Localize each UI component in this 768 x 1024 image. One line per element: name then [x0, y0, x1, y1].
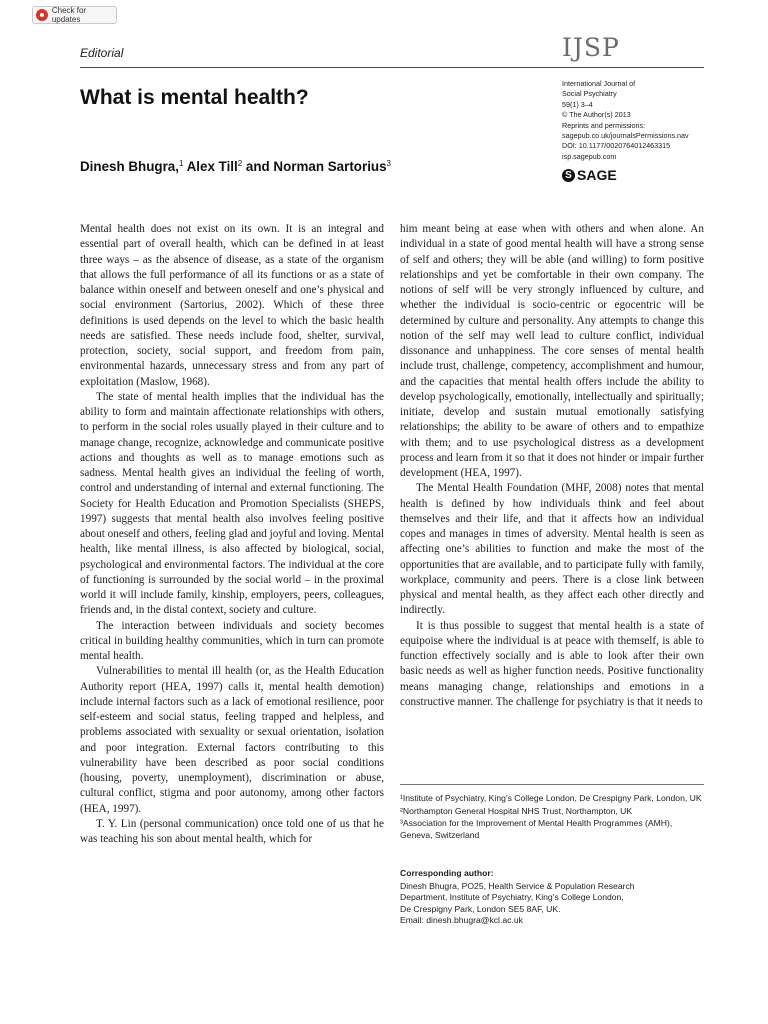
author-affiliation-ref: 1 [178, 159, 184, 168]
journal-info-line: Social Psychiatry [562, 89, 617, 99]
author-affiliation-ref: 3 [386, 159, 391, 168]
badge-label: Check for updates [51, 6, 87, 24]
corresponding-line: Dinesh Bhugra, PO25, Health Service & Population Research [400, 880, 635, 891]
author-name: Alex Till [183, 159, 238, 174]
author-name: and Norman Sartorius [242, 159, 387, 174]
journal-info [562, 79, 722, 162]
journal-info-line: © The Author(s) 2013 [562, 110, 631, 120]
corresponding-line: Department, Institute of Psychiatry, King’s College London, [400, 892, 624, 903]
affiliations [400, 793, 704, 842]
journal-logo: IJSP [562, 33, 620, 62]
corresponding-author [400, 868, 704, 927]
check-for-updates-badge[interactable] [32, 6, 117, 24]
author-affiliation-ref: 2 [237, 159, 243, 168]
body-column-left [80, 222, 384, 938]
body-paragraph: It is thus possible to suggest that mental health is a state of equipoise where the individual is at peace with themself, is able to function effectively socially and is able to look after their own basic needs as well as higher function needs. Positive functionality means managing change, relationships and emotions in a constructive manner. The challenge for psychiatry is that it needs to [400, 619, 704, 708]
body-paragraph: Vulnerabilities to mental ill health (or, as the Health Education Authority report (HEA, 1997) calls it, mental health demotion) include internal factors such as a lack of emotional resilience, poor self-esteem and social status, feeling trapped and helpless, and problems associated with sexuality or sexual orientation, isolation and poor integration. External factors contributing to this vulnerability have been described as poor social conditions (housing, poverty, unemployment), discrimination or abuse, cultural conflict, stigma and poor autonomy, among other factors (HEA, 1997). [80, 665, 384, 815]
publisher-logo [562, 167, 617, 183]
author-name: Dinesh Bhugra, [80, 159, 179, 174]
journal-info-line: isp.sagepub.com [562, 151, 617, 161]
body-column-right [400, 222, 704, 770]
journal-info-line: DOI: 10.1177/0020764012463315 [562, 141, 671, 151]
affiliation-item: ³Association for the Improvement of Mental Health Programmes (AMH), Geneva, Switzerland [400, 818, 673, 840]
corresponding-line: De Crespigny Park, London SE5 8AF, UK. [400, 903, 561, 914]
section-label: Editorial [80, 46, 124, 60]
affiliation-item: ¹Institute of Psychiatry, King’s College London, De Crespigny Park, London, UK [400, 793, 702, 803]
header-rule [80, 67, 704, 68]
author-list [80, 159, 391, 174]
publisher-name: SAGE [577, 167, 617, 183]
body-paragraph: The state of mental health implies that the individual has the ability to form and maintain affectionate relationships with others, to perform in the social roles usually played in their culture and to manage change, recognize, acknowledge and communicate positive actions and thoughts as well as to manage emotions such as sadness. Mental health gives an individual the feeling of worth, control and understanding of internal and external functioning. The Society for Health Education and Promotion Specialists (SHEPS, 1997) suggests that mental health also involves feeling positive about oneself and others, feeling glad and joyful and loving. Mental health, like mental illness, is also affected by biological, social, psychological and environmental factors. The individual at the core of functioning is surrounded by the social world – in the proximal world it will include family, kinship, employers, peers, colleagues, friends and, in the distal context, society and culture. [80, 390, 384, 617]
affiliation-item: ²Northampton General Hospital NHS Trust, Northampton, UK [400, 805, 633, 816]
sage-s-icon: S [562, 169, 575, 182]
corresponding-heading: Corresponding author: [400, 868, 494, 878]
update-icon [36, 9, 48, 21]
body-paragraph: The interaction between individuals and society becomes critical in building healthy communities, which in turn can promote mental health. [80, 619, 384, 662]
body-paragraph: T. Y. Lin (personal communication) once told one of us that he was teaching his son about mental health, which for [80, 817, 384, 845]
body-paragraph: him meant being at ease when with others and when alone. An individual in a state of good mental health will have a strong sense of self and others; they will be able (and willing) to form positive relationships and yet be comfortable in their own company. The notions of self will be very strongly influenced by culture, and whether the individual is socio-centric or egocentric will be determined by culture and personality. Any attempts to change this notion of the self may well lead to culture conflict, individual dissonance and unhappiness. The core senses of mental health include trust, challenge, competency, accomplishment and humour, and the capacities that mental health offers include the ability to develop psychologically, emotionally, intellectually and spiritually; initiate, develop and sustain mutual emotionally satisfying relationships; the ability to be aware of others and to empathize with them; and to use psychological distress as a development process and learn from it so that it does not hinder or impair further development (HEA, 1997). [400, 223, 704, 479]
journal-info-line: 59(1) 3–4 [562, 99, 593, 109]
journal-info-line: International Journal of [562, 79, 636, 88]
footnote-rule [400, 784, 704, 785]
corresponding-email[interactable]: Email: dinesh.bhugra@kcl.ac.uk [400, 915, 523, 926]
journal-info-line: Reprints and permissions: [562, 120, 646, 130]
journal-info-line: sagepub.co.uk/journalsPermissions.nav [562, 131, 689, 141]
body-paragraph: Mental health does not exist on its own. It is an integral and essential part of overall health, which can be defined in at least three ways – as the absence of disease, as a state of the organism that allows the full performance of all its functions or as a state of balance within oneself and between oneself and one’s physical and social environment (Sartorius, 2002). Which of these three definitions is used depends on the level to which the basic health needs are satisfied. These needs include food, shelter, survival, protection, society, social support, and freedom from pain, environmental hazards, unnecessary stress and from any part of exploitation (Maslow, 1968). [80, 223, 384, 388]
body-paragraph: The Mental Health Foundation (MHF, 2008) notes that mental health is defined by how individuals think and feel about themselves and their life, and that it affects how an individual copes and manages in times of adversity. Mental health is seen as affecting one’s abilities to function and make the most of the opportunities that are available, and to participate fully with family, workplace, community and peers. There is a close link between physical and mental health, as they affect each other directly and indirectly. [400, 482, 704, 617]
article-title: What is mental health? [80, 86, 309, 109]
